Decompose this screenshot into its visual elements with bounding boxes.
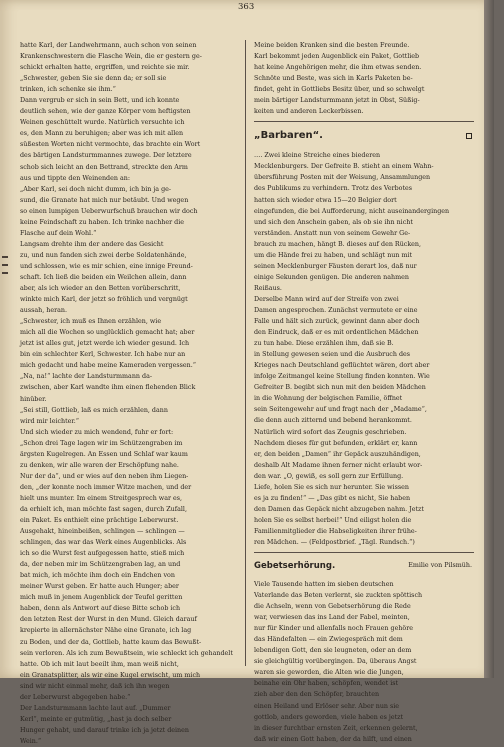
- text-line: zu denken, wir alle waren der Erschöpfung nahe.: [20, 461, 179, 469]
- text-line: den letzten Rest der Wurst in den Mund. Gleich darauf: [20, 616, 197, 624]
- text-line: verständen. Anstatt nun von seinem Gewehr Ge-: [254, 229, 411, 237]
- text-line: aussah, heran.: [20, 307, 68, 315]
- text-line: zu, und nun fanden sich zwei derbe Soldatenhände,: [20, 251, 187, 259]
- text-line: hatte Karl, der Landwehrmann, auch schon von seinen: [20, 42, 197, 49]
- text-line: Langsam drehte ihm der andere das Gesicht: [20, 240, 164, 248]
- text-line: aber, als ich wieder an den Betten vorüberschritt,: [20, 285, 181, 293]
- text-line: Wein.“: [20, 737, 42, 745]
- text-line: ren Mädchen. — (Feldpostbrief. „Tägl. Rundsch.“): [254, 538, 415, 546]
- text-line: nur für Kinder und allenfalls noch Frauen gehöre: [254, 625, 414, 633]
- text-line: in dieser furchtbar ernsten Zeit, erkennen gelernt,: [254, 724, 418, 732]
- text-line: da, der neben mir im Schützengraben lag, an und: [20, 561, 181, 569]
- text-line: süßesten Worten nicht vermochte, das brachte ein Wort: [20, 141, 201, 149]
- text-line: Krankenschwestern die Flasche Wein, die er gestern ge-: [20, 53, 202, 61]
- text-line: in Stellung gewesen seien und die Ausbruch des: [254, 351, 411, 359]
- text-line: gottlob, anders geworden, viele haben es jetzt: [254, 713, 404, 721]
- text-line: keine Feindschaft zu haben. Ich trinke nachher die: [20, 218, 185, 226]
- text-line: das Händefalten — ein Zwiegespräch mit dem: [254, 636, 403, 644]
- text-line: daß wir einen Gott haben, der da hilft, und einen: [254, 735, 412, 743]
- text-line: findet, geht in Gottliebs Besitz über, und so schwelgt: [254, 86, 425, 94]
- text-line: Vaterlande das Beten verlernt, sie zuckten spöttisch: [254, 592, 423, 600]
- text-line: deutlich sehen, wie der ganze Körper vom heftigsten: [20, 108, 191, 116]
- text-line: ich so die Wurst fest aufgegessen hatte, stieß mich: [20, 550, 185, 558]
- text-line: „Schwester, geben Sie sie denn da; er soll sie: [20, 75, 167, 83]
- text-line: bin ein schlechter Kerl, Schwester. Ich habe nur an: [20, 351, 186, 359]
- text-line: mich muß in jenem Augenblick der Teufel geritten: [20, 594, 183, 602]
- text-line: winkte mich Karl, der jetzt so fröhlich und vergnügt: [20, 296, 188, 304]
- text-line: bat mich, ich möchte ihm doch ein Endchen von: [20, 572, 175, 580]
- text-line: zu Boden, und der da, Gottlieb, hatte kaum das Bewußt-: [20, 638, 202, 646]
- margin-marks: [2, 250, 8, 290]
- text-line: „Na, na!“ lachte der Landsturmmann da-: [20, 373, 153, 381]
- text-line: Krieges nach Deutschland geflüchtet wären, dort aber: [254, 362, 430, 370]
- section-rule: [254, 121, 474, 122]
- text-line: hat keine Angehörigen mehr, die ihm etwas senden.: [254, 64, 422, 72]
- text-line: es, den Mann zu beruhigen; aber was ich mit allen: [20, 130, 184, 138]
- text-line: sind wir nicht einmal mehr, daß ich ihn wegen: [20, 682, 170, 690]
- right-intro: [254, 40, 474, 117]
- text-line: und schlossen, wie es mir schien, eine innige Freund-: [20, 262, 193, 270]
- text-line: Hunger gehabt, und darauf trinke ich ja jetzt deinen: [20, 726, 189, 734]
- text-line: Damen angesprochen. Zunächst vermutete er eine: [254, 306, 418, 314]
- barbaren-article: [254, 150, 474, 548]
- text-line: Meine beiden Kranken sind die besten Freunde.: [254, 42, 410, 49]
- text-line: die Achseln, wenn von Gebetserhörung die Rede: [254, 603, 411, 611]
- text-line: Ausgehakt, hineinbeißen, schlingen — schlingen —: [20, 528, 185, 536]
- text-line: „Schon drei Tage lagen wir im Schützengraben im: [20, 439, 183, 447]
- text-line: schickt erhalten hatte, ergriffen, und reichte sie mir.: [20, 64, 190, 72]
- text-line: und sich den Anschein gaben, als ob sie ihn nicht: [254, 218, 413, 226]
- text-line: wird mir leichter.“: [20, 417, 80, 425]
- text-line: sein verloren. Als ich zum Bewußtsein, wie schleckt ich gehandelt: [20, 649, 233, 657]
- text-line: ein Granatsplitter, als wir eine Kugel erwischt, um mich: [20, 671, 201, 679]
- column-divider: [245, 40, 246, 666]
- text-line: Gefreiter B. begibt sich nun mit den beiden Mädchen: [254, 384, 426, 392]
- text-line: einen Heiland und Erlöser sehr. Aber nun sie: [254, 702, 400, 710]
- text-line: deshalb Alt Madame ihnen ferner nicht erlaubt wor-: [254, 461, 423, 469]
- text-line: da erhielt ich, man möchte fast sagen, durch Zufall,: [20, 505, 187, 513]
- text-line: er, den beiden „Damen“ ihr Gepäck auszuhändigen,: [254, 450, 421, 458]
- left-column: [20, 40, 236, 747]
- byline: Emilie von Pilsmüh.: [408, 562, 472, 570]
- text-line: um die Hände frei zu haben, und schlägt nun mit: [254, 251, 413, 259]
- text-line: Nur der da“, und er wies auf den neben ihm Liegen-: [20, 472, 189, 480]
- gebet-article: [254, 579, 474, 745]
- text-line: es ja zu finden!“ — „Das gibt es nicht, Sie haben: [254, 494, 411, 502]
- section-rule: [254, 552, 474, 553]
- text-line: die denn auch zitternd und bebend herankommt.: [254, 417, 412, 425]
- text-line: zwischen, aber Karl wandte ihm einen flehenden Blick: [20, 384, 196, 392]
- text-line: Weinen geschüttelt wurde. Natürlich versuchte ich: [20, 119, 185, 127]
- text-line: den war. „O, gewiß, es soll gern zur Erfüllung.: [254, 472, 404, 480]
- text-line: so einen lumpigen Ueberwurfschuß brauchen wir doch: [20, 207, 198, 215]
- section-heading-gebet: Gebetserhörung. Emilie von Pilsmüh.: [254, 561, 472, 572]
- text-line: lebendigen Gott, den sie leugneten, oder an dem: [254, 647, 412, 655]
- text-line: Der Landsturmmann lachte laut auf. „Dummer: [20, 704, 171, 712]
- text-line: …. Zwei kleine Streiche eines biederen: [254, 152, 381, 160]
- text-line: „Aber Karl, sei doch nicht dumm, ich bin ja ge-: [20, 185, 172, 193]
- text-line: waren sie geworden, die Alten wie die Jungen,: [254, 669, 404, 677]
- text-line: schaft. Ich ließ die beiden ein Weilchen allein, dann: [20, 273, 187, 281]
- text-line: Schnöte und Beste, was sich in Karls Paketen be-: [254, 75, 413, 83]
- text-line: zieh aber den den Schöpfer, brauchten: [254, 691, 380, 699]
- text-line: eingefunden, die bei Aufforderung, nicht auseinandergingen: [254, 207, 450, 215]
- text-line: Dann vergrub er sich in sein Bett, und ich konnte: [20, 97, 180, 105]
- text-line: hatte. Ob ich mit laut beeilt ihm, man weiß nicht,: [20, 660, 179, 668]
- text-line: Mecklenburgers. Der Gefreite B. stieht an einem Wahn-: [254, 163, 434, 171]
- text-line: „Schwester, ich muß es Ihnen erzählen, wie: [20, 318, 162, 326]
- text-line: schob sich leicht an den Bettrand, streckte den Arm: [20, 163, 188, 171]
- text-line: hielt uns munter. Im einem Streitgesprech war es,: [20, 494, 183, 502]
- text-line: aus und tippte den Weinenden an:: [20, 174, 130, 182]
- text-line: den Eindruck, daß er es mit ordentlichen Mädchen: [254, 329, 419, 337]
- text-line: infolge Zeitmangel keine Stellung finden konnten. Wie: [254, 373, 430, 381]
- text-line: den Damen das Gepäck nicht abzugeben nahm. Jetzt: [254, 505, 424, 513]
- text-line: Liefe, holen Sie es sich nur herunter. Sie wissen: [254, 483, 409, 491]
- heading-box-icon: [466, 133, 472, 139]
- text-line: des Publikums zu verhindern. Trotz des Verbotes: [254, 185, 413, 193]
- page-edge: [484, 0, 494, 678]
- text-line: haben, denn als Antwort auf diese Bitte schob ich: [20, 605, 181, 613]
- text-line: sie gleichgültig vorübergingen. Da, überaus Angst: [254, 658, 417, 666]
- text-line: Natürlich wird sofort das Zeugnis geschrieben.: [254, 428, 407, 436]
- text-line: Derselbe Mann wird auf der Streife von zwei: [254, 295, 399, 303]
- text-line: Familienmitglieder die Habseligkeiten ihrer frühe-: [254, 527, 417, 535]
- text-line: Kerl“, meinte er gutmütig, „hast ja doch selber: [20, 715, 172, 723]
- text-line: beinahe ein Ohr haben, schöpfen, wendet ist: [254, 680, 399, 688]
- text-line: mich gedacht und habe meine Kameraden vergessen.“: [20, 362, 196, 370]
- text-line: krepierte in allernächster Nähe eine Granate, ich lag: [20, 627, 192, 635]
- text-line: Flasche auf dein Wohl.“: [20, 229, 97, 237]
- text-line: ein Paket. Es enthielt eine prächtige Leberwurst.: [20, 517, 179, 525]
- text-line: sund, die Granate hat mich nur betäubt. Und wegen: [20, 196, 189, 204]
- text-line: Karl bekommt jeden Augenblick ein Paket, Gottlieb: [254, 53, 420, 61]
- text-line: übersführung Posten mit der Weisung, Ansammlungen: [254, 174, 431, 182]
- text-line: der Leberwurst abgegeben habe.“: [20, 693, 131, 701]
- text-line: den, „der konnte noch immer Witze machen, und der: [20, 483, 192, 491]
- text-line: Falle und hält sich zurück, gewinnt dann aber doch: [254, 318, 420, 326]
- text-line: Viele Tausende hatten im sieben deutschen: [254, 581, 394, 589]
- text-line: in die Wohnung der belgischen Familie, öffnet: [254, 395, 403, 403]
- text-line: trinken, ich schenke sie ihm.“: [20, 86, 116, 94]
- text-line: mein bärtiger Landsturmmann jetzt in Obst, Süßig-: [254, 97, 420, 105]
- text-line: schlingen, das war das Werk eines Augenblicks. Als: [20, 539, 187, 547]
- text-line: seinen Mecklenburger Fäusten derart los, daß nur: [254, 262, 417, 270]
- text-line: keiten und anderen Leckerbissen.: [254, 108, 364, 116]
- page-number: 363: [238, 2, 255, 12]
- text-line: war, verwiesen das ins Land der Fabel, meinten,: [254, 614, 410, 622]
- text-line: jetzt ist alles gut, jetzt werde ich wieder gesund. Ich: [20, 340, 190, 348]
- text-line: ärgsten Kugelregen. An Essen und Schlaf war kaum: [20, 450, 188, 458]
- text-line: einige Sekunden genügen. Die anderen nahmen: [254, 273, 409, 281]
- text-line: zu tun habe. Diese erzählen ihm, daß sie B.: [254, 340, 394, 348]
- section-heading-barbaren: „Barbaren“.: [254, 128, 474, 144]
- text-line: Reißaus.: [254, 284, 282, 292]
- text-line: brauch zu machen, hängt B. dieses auf den Rücken,: [254, 240, 422, 248]
- text-line: hinüber.: [20, 395, 47, 403]
- text-line: sein Seitengewehr auf und fragt nach der „Madame“,: [254, 406, 427, 414]
- text-line: holen Sie es selbst herbei!“ Und eiligst holen die: [254, 516, 412, 524]
- text-line: Nachdem dieses für gut befunden, erklärt er, kann: [254, 439, 418, 447]
- text-line: hatten sich wieder etwa 15—20 Belgier dort: [254, 196, 397, 204]
- text-line: meiner Wurst geben. Er hatte auch Hunger; aber: [20, 583, 179, 591]
- text-line: Und sich wieder zu mich wendend, fuhr er fort:: [20, 428, 174, 436]
- text-line: „Sei still, Gottlieb, laß es mich erzählen, dann: [20, 406, 168, 414]
- text-line: des bärtigen Landsturmmannes zuwege. Der letztere: [20, 152, 192, 160]
- right-column: [254, 40, 474, 745]
- text-line: mich all die Wochen so unglücklich gemacht hat; aber: [20, 329, 195, 337]
